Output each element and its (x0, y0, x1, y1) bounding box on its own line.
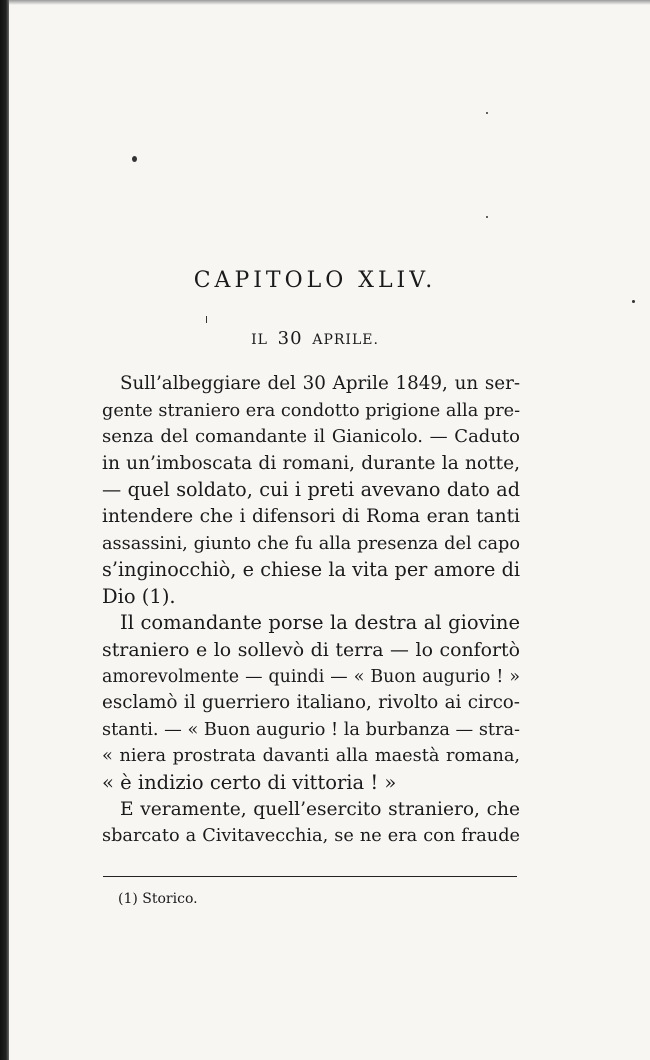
text-line: « niera prostrata davanti alla maestà romana, (102, 746, 520, 767)
text-line: esclamò il guerriero italiano, rivolto ai circo- (102, 692, 520, 714)
ink-speck (486, 216, 488, 218)
subtitle-suffix: APRILE. (312, 332, 379, 348)
text-line: amorevolmente — quindi — « Buon augurio ! » (102, 666, 520, 687)
text-line: Dio (1). (102, 584, 176, 608)
subtitle-prefix: IL (251, 332, 268, 348)
subtitle-number: 30 (277, 328, 303, 349)
ink-speck (632, 300, 635, 303)
text-line: « è indizio certo di vittoria ! » (102, 770, 397, 794)
text-line: gente straniero era condotto prigione alla pre- (102, 400, 521, 421)
body-text (102, 371, 520, 850)
page-top-edge (9, 0, 650, 5)
text-line: sbarcato a Civitavecchia, se ne era con fraude (102, 826, 520, 847)
ink-speck (132, 156, 137, 162)
chapter-title: CAPITOLO XLIV. (193, 268, 437, 293)
text-line: in un’imboscata di romani, durante la notte, (102, 452, 520, 474)
chapter-subtitle (100, 328, 530, 349)
text-line: E veramente, quell’esercito straniero, che (120, 798, 520, 820)
text-line: s’inginocchiò, e chiese la vita per amore di (102, 558, 520, 582)
text-line: senza del comandante il Gianicolo. — Caduto (102, 426, 520, 448)
text-line: intendere che i difensori di Roma eran tanti (102, 505, 520, 527)
text-line: stanti. — « Buon augurio ! la burbanza — stra- (102, 719, 520, 740)
binding-edge (0, 0, 9, 1060)
footnote-rule (103, 876, 517, 877)
ink-speck (206, 316, 207, 323)
text-line: straniero e lo sollevò di terra — lo confortò (102, 638, 520, 661)
footnote: (1) Storico. (118, 891, 198, 907)
text-line: Il comandante porse la destra al giovine (120, 611, 520, 635)
text-line: assassini, giunto che fu alla presenza del capo (102, 533, 520, 554)
text-line: Sull’albeggiare del 30 Aprile 1849, un ser- (120, 373, 520, 394)
text-line: — quel soldato, cui i preti avevano dato ad (102, 478, 520, 502)
ink-speck (486, 112, 488, 114)
